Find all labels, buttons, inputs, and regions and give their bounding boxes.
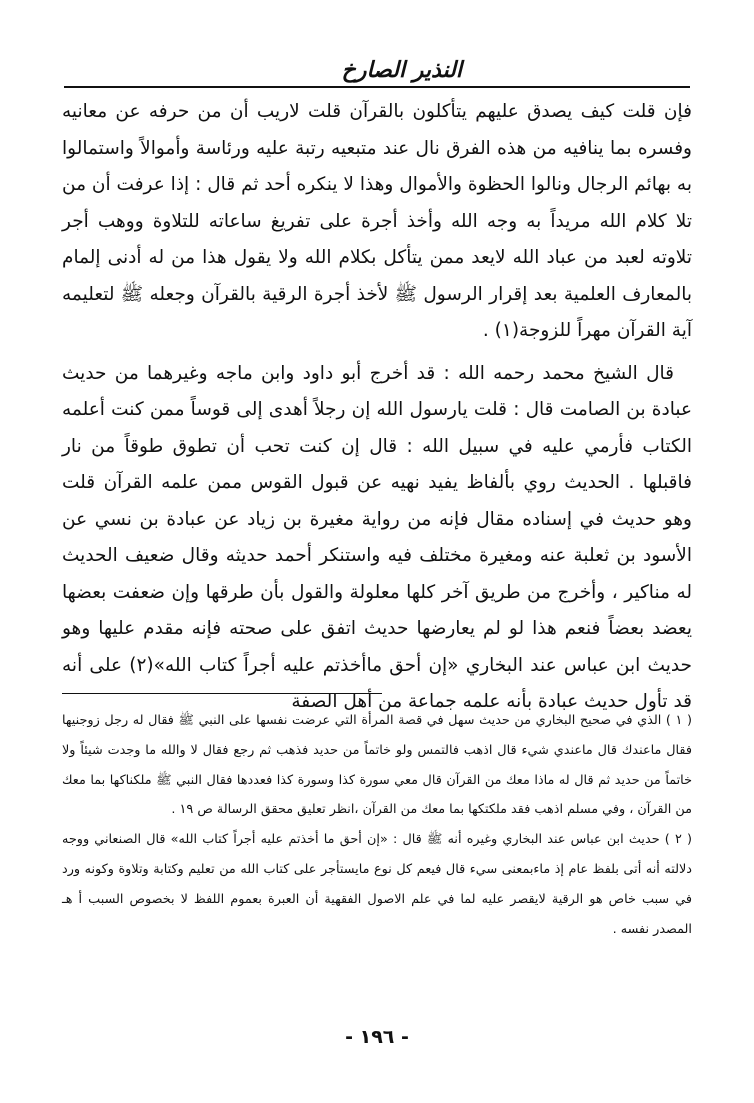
footnotes (62, 706, 692, 944)
footnote-1: ( ١ ) الذي في صحيح البخاري من حديث سهل في قصة المرأة التي عرضت نفسها على النبي ﷺ فقال له رجل زوجنيها فقال ماعندك قال ماعندي شيء قال اذهب فالتمس ولو خاتماً من حديد فذهب ثم رجع فقال لا والله ما وجدت شيئاً ولا خاتماً من حديد ثم قال له ماذا معك من القرآن قال معي سورة كذا وسورة كذا فعددها فقال النبي ﷺ ملكناكها بما معك من القرآن ، وفي مسلم اذهب فقد ملكتكها بما معك من القرآن ،انظر تعليق محقق الرسالة ص ١٩ . (62, 713, 692, 818)
footnote-separator (62, 693, 382, 694)
body-paragraph-1: فإن قلت كيف يصدق عليهم يتأكلون بالقرآن قلت لاريب أن من حرفه عن معانيه وفسره بما ينافيه من هذه الفرق نال عند متبعيه رتبة عليه ورئاسة وأموالاً واستمالوا به بهائم الرجال ونالوا الحظوة والأموال وهذا لا ينكره أحد ثم قال : إذا عرفت أن من تلا كلام الله مريداً به وجه الله وأخذ أجرة على تفريغ ساعاته للتلاوة ووهب أجر تلاوته لعبد من عباد الله لايعد ممن يتأكل بكلام الله ولا يقول هذا من له أدنى إلمام بالمعارف العلمية بعد إقرار الرسول ﷺ لأخذ أجرة الرقية بالقرآن وجعله ﷺ لتعليمه آية القرآن مهراً للزوجة(١) . (62, 101, 692, 341)
header-rule (64, 86, 690, 88)
running-header-title: النذير الصارخ (341, 58, 462, 83)
footnote-2: ( ٢ ) حديث ابن عباس عند البخاري وغيره أنه ﷺ قال : «إن أحق ما أخذتم عليه أجراً كتاب الله» قال الصنعاني ووجه دلالته أنه أتى بلفظ عام إذ ماءبمعنى سيء قال فيعم كل نوع مايستأجر على كتاب الله من تعليم وكتابة وتلاوة وكونه ورد في سبب خاص هو الرقية لايقصر عليه لما في علم الاصول الفقهية أن العبرة بعموم اللفظ لا بخصوص السبب أ هـ المصدر نفسه . (62, 832, 692, 937)
page-number: - ١٩٦ - (345, 1026, 409, 1048)
body-paragraph-2: قال الشيخ محمد رحمه الله : قد أخرج أبو داود وابن ماجه وغيرهما من حديث عبادة بن الصامت قال : قلت يارسول الله إن رجلاً أهدى إلى قوساً ممن كنت أعلمه الكتاب فأرمي عليه في سبيل الله : قال إن كنت تحب أن تطوق طوقاً من نار فاقبلها . الحديث روي بألفاظ يفيد نهيه عن قبول القوس ممن علمه القرآن قلت وهو حديث في إسناده مقال فإنه من رواية مغيرة بن زياد عن عبادة بن نسي عن الأسود بن ثعلبة عنه ومغيرة مختلف فيه واستنكر أحمد حديثه وقال ضعيف الحديث له مناكير ، وأخرج من طريق آخر كلها معلولة والقول بأن طرقها وإن ضعفت بعضها يعضد بعضاً فنعم هذا لو لم يعارضها حديث اتفق على صحته فإنه مقدم عليها وهو حديث ابن عباس عند البخاري «إن أحق ماأخذتم عليه أجراً كتاب الله»(٢) على أنه قد تأول حديث عبادة بأنه علمه جماعة من أهل الصفة (62, 362, 692, 712)
main-text (62, 94, 692, 721)
